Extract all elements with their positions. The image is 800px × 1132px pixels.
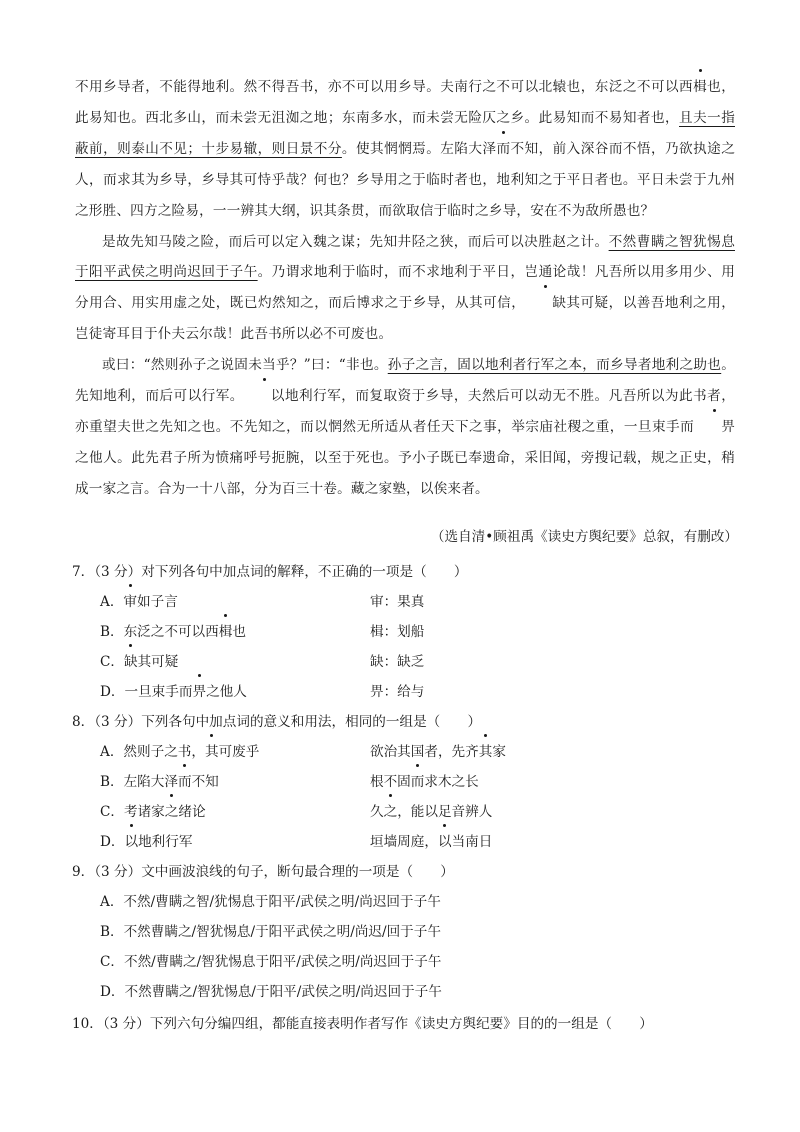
question-7-option-b[interactable]: B．东泛之不可以西楫也 楫：划船 xyxy=(72,617,742,647)
question-9-stem: 9．（3 分）文中画波浪线的句子，断句最合理的一项是（ ） xyxy=(72,864,454,880)
dotted-word: 缺 xyxy=(124,647,138,677)
classical-passage xyxy=(75,72,735,505)
question-list xyxy=(72,557,742,1039)
dotted-word: 楫 xyxy=(219,617,233,647)
dotted-word: 而 xyxy=(411,767,425,797)
dotted-word: 畀 xyxy=(192,677,206,707)
question-9-option-c[interactable]: C．不然/曹瞒之/智犹惕息于阳平/武侯之明/尚迟回于子午 xyxy=(100,954,442,970)
question-8-option-d[interactable]: D．以地利行军 垣墙周庭，以当南日 xyxy=(72,827,742,857)
underlined-sentence: 孙子之言，固以地利者行军之本，而乡导者地利之助也 xyxy=(387,357,722,374)
passage-paragraph-2: 是故先知马陵之险，而后可以定入魏之谋；先知井陉之狭，而后可以决胜赵之计。不然曹瞒之智犹惕息于阳平武侯之明尚迟回于子午。乃谓求地利于临时，而不求地利于平日，岂通论哉！凡吾所以用多用少、用分用合、用实用虚之处，既已灼然知之，而后博求之于乡导，从其可信， 缺其可疑，以善吾地利之用，岂徒寄耳目于仆夫云尔哉！此吾书所以必不可废也。 xyxy=(75,233,735,343)
dotted-word: 以 xyxy=(244,381,285,412)
dotted-word: 以 xyxy=(125,827,139,857)
option-explanation: 审：果真 xyxy=(370,594,425,610)
dotted-word: 审 xyxy=(123,587,137,617)
question-9-option-a[interactable]: A．不然/曹瞒之智/犹惕息于阳平/武侯之明/尚迟回于子午 xyxy=(100,894,441,910)
option-explanation: 楫：划船 xyxy=(370,624,425,640)
dotted-word: 其 xyxy=(479,737,493,767)
wavy-underlined-sentence: 不然曹瞒之智犹惕息于阳平武侯之明尚迟回于子午 xyxy=(75,233,735,281)
dotted-word: 其 xyxy=(205,737,219,767)
dotted-word: 楫 xyxy=(693,72,707,103)
question-8-option-c[interactable]: C．考诸家之绪论 久之，能以足音辨人 xyxy=(72,797,742,827)
passage-paragraph-1: 不用乡导者，不能得地利。然不得吾书，亦不可以用乡导。夫南行之不可以北辕也，东泛之不可以西楫也，此易知也。西北多山，而未尝无沮洳之地；东南多水，而未尝无险仄之乡。此易知而不易知者也，且夫一指蔽前，则泰山不见；十步易辙，则日景不分。使其惘惘焉。左陷大泽而不知，前入深谷而不悟，乃欲执途之人，而求其为乡导，乡导其可恃乎哉？何也？乡导用之于临时者也，地利知之于平日者也。平日未尝于九州之形胜、四方之险易，一一辨其大纲，识其条贯，而欲取信于临时之乡导，安在不为敌所愚也？ xyxy=(75,72,735,227)
question-9-option-d[interactable]: D．不然曹瞒之/智犹惕息/于阳平/武侯之明/尚迟回于子午 xyxy=(100,984,442,1000)
dotted-word: 畀 xyxy=(694,412,735,443)
question-8-option-b[interactable]: B．左陷大泽而不知 根不固而求木之长 xyxy=(72,767,742,797)
passage-paragraph-3: 或曰：“然则孙子之说固未当乎？”曰：“非也。孙子之言，固以地利者行军之本，而乡导者地利之助也。先知地利，而后可以行军。 以地利行军，而复取资于乡导，夫然后可以动无不胜。凡吾所以为此书者，亦重望夫世之先知之也。不先知之，而以惘然无所适从者任天下之事，举宗庙社稷之重，一旦束手而 畀之他人。此先君子所为愤痛呼号扼腕，以至于死也。予小子既已奉遗命，采旧闻，旁搜记载，规之正史，稍成一家之言。合为一十八部，分为百三十卷。藏之家塾，以俟来者。 xyxy=(75,357,735,497)
dotted-word: 之 xyxy=(384,797,398,827)
option-explanation: 缺：缺乏 xyxy=(370,654,425,670)
dotted-word: 之 xyxy=(165,797,179,827)
question-7-option-a[interactable]: A．审如子言 审：果真 xyxy=(72,587,742,617)
option-explanation: 畀：给与 xyxy=(370,684,425,700)
question-7-option-c[interactable]: C．缺其可疑 缺：缺乏 xyxy=(72,647,742,677)
dotted-word: 而 xyxy=(496,134,510,165)
question-8-stem: 8．（3 分）下列各句中加点词的意义和用法，相同的一组是（ ） xyxy=(72,714,482,730)
underlined-sentence: 且夫一指蔽前，则泰山不见；十步易辙，则日景不分 xyxy=(75,109,735,157)
question-9-option-b[interactable]: B．不然曹瞒之/智犹惕息/于阳平武侯之明/尚迟/回于子午 xyxy=(100,924,441,940)
dotted-word: 以 xyxy=(438,827,452,857)
dotted-word: 缺 xyxy=(525,288,566,319)
question-7-stem: 7．（3 分）对下列各句中加点词的解释，不正确的一项是（ ） xyxy=(72,564,468,580)
question-10-stem: 10．（3 分）下列六句分编四组，都能直接表明作者写作《读史方舆纪要》目的的一组是（ ） xyxy=(72,1016,653,1032)
question-7-option-d[interactable]: D．一旦束手而畀之他人 畀：给与 xyxy=(72,677,742,707)
passage-source: （选自清•顾祖禹《读史方舆纪要》总叙，有删改） xyxy=(430,529,738,545)
dotted-word: 而 xyxy=(178,767,192,797)
question-8-option-a[interactable]: A．然则子之书，其可废乎 欲治其国者，先齐其家 xyxy=(72,737,742,767)
